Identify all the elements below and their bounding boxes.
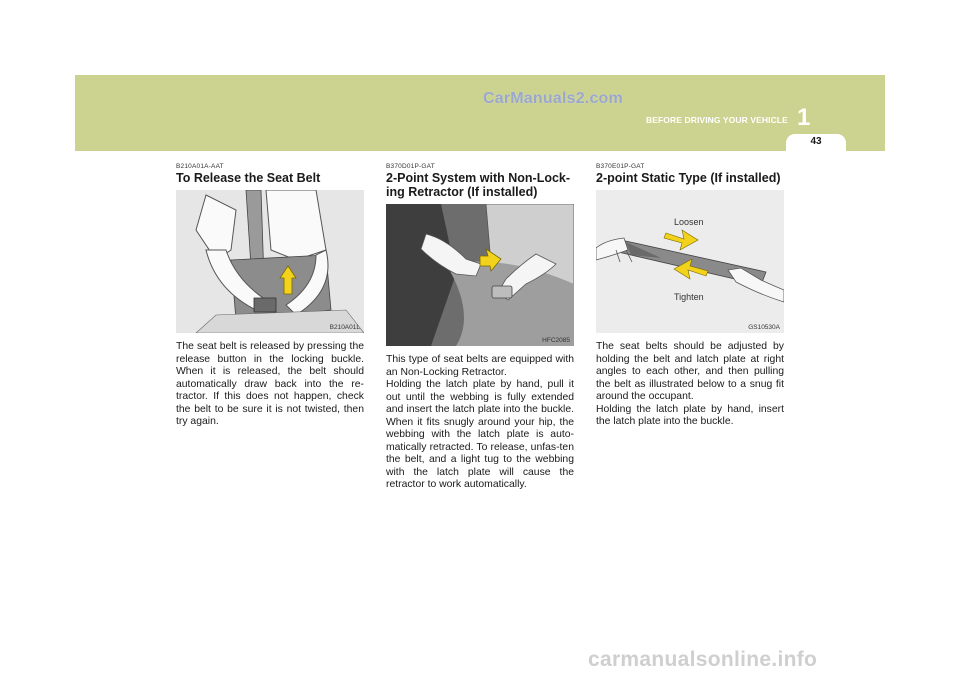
retractor-illustration (386, 204, 574, 346)
section-code: B210A01A-AAT (176, 163, 224, 170)
page-number: 43 (810, 136, 822, 147)
section-release-seat-belt (176, 163, 364, 429)
paragraph: This type of seat belts are equipped with an Non-Locking Retractor. (386, 354, 574, 378)
section-body (386, 354, 574, 492)
footer-watermark-link[interactable]: carmanualsonline.info (588, 648, 818, 671)
release-belt-illustration (176, 190, 364, 333)
section-title: 2-Point System with Non-Lock-ing Retractor (If installed) (386, 171, 571, 199)
chapter-number: 1 (797, 104, 811, 131)
paragraph: The seat belt is released by pressing the release button in the locking buckle. When it is released, the belt should automatically draw back into the re-tractor. If this does not happen, check the belt to be sure it is not twisted, then try again. (176, 341, 364, 427)
tighten-label: Tighten (674, 292, 704, 302)
paragraph: Holding the latch plate by hand, insert the latch plate into the buckle. (596, 403, 784, 427)
section-body (596, 341, 784, 429)
section-body (176, 341, 364, 429)
chapter-title: BEFORE DRIVING YOUR VEHICLE (646, 115, 788, 125)
section-code: B370D01P-GAT (386, 163, 435, 170)
figure-code: B210A01L (329, 324, 360, 331)
section-non-locking-retractor (386, 163, 574, 492)
section-title: 2-point Static Type (If installed) (596, 171, 781, 185)
header-band (75, 75, 885, 151)
paragraph: The seat belts should be adjusted by holding the belt and latch plate at right angles to each other, and then pulling the belt as illustrated below to a snug fit around the occupant. (596, 341, 784, 402)
figure-static-belt (596, 190, 784, 333)
figure-code: HFC2085 (542, 337, 570, 344)
static-belt-illustration (596, 190, 784, 333)
brand-watermark-link[interactable]: CarManuals2.com (483, 90, 623, 107)
figure-non-locking-retractor (386, 204, 574, 346)
section-title: To Release the Seat Belt (176, 171, 321, 185)
section-code: B370E01P-GAT (596, 163, 645, 170)
paragraph: Holding the latch plate by hand, pull it out until the webbing is fully extended and insert the latch plate into the buckle. When it fits snugly around your hip, the webbing with the latch plate is auto-matically retracted. To release, unfas-ten the belt, and a light tug to the webbing with the latch plate will cause the retractor to work automatically. (386, 379, 574, 490)
loosen-label: Loosen (674, 217, 704, 227)
figure-code: GS10530A (748, 324, 780, 331)
section-static-type (596, 163, 784, 429)
figure-release-belt (176, 190, 364, 333)
